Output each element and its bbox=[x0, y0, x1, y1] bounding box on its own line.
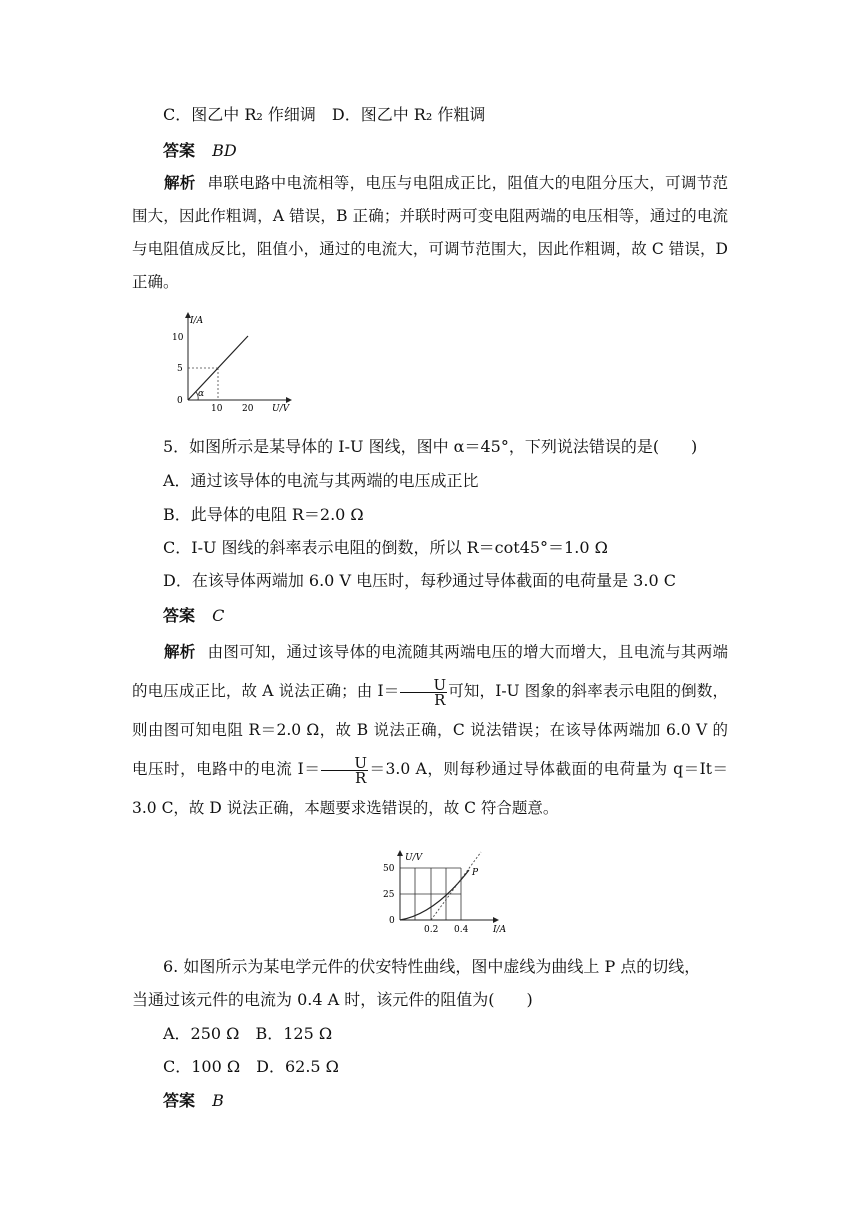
q6-options-cd: C．100 Ω D．62.5 Ω bbox=[163, 1057, 339, 1076]
x-axis-label: U/V bbox=[272, 404, 290, 414]
q5-stem: 5．如图所示是某导体的 I-U 图线，图中 α＝45°，下列说法错误的是( ) bbox=[163, 437, 698, 456]
ui-curve-figure bbox=[365, 848, 515, 938]
x-tick-0.2: 0.2 bbox=[424, 925, 439, 935]
analysis-text-3: ＝3.0 A，则每秒通过导体截面的电荷量为 q＝It＝3.0 C，故 D 说法正确，本题要求选错误的，故 C 符合题意。 bbox=[132, 760, 728, 817]
fraction-u-over-r-2 bbox=[321, 753, 368, 787]
analysis-label: 解析 bbox=[164, 173, 196, 192]
answer-label: 答案 bbox=[163, 1091, 196, 1110]
iu-graph-figure bbox=[170, 310, 300, 415]
q6-stem-2: 当通过该元件的电流为 0.4 A 时，该元件的阻值为( ) bbox=[132, 990, 533, 1009]
q6-answer bbox=[163, 1091, 224, 1111]
q6-options-ab: A．250 Ω B．125 Ω bbox=[163, 1024, 333, 1043]
characteristic-curve bbox=[400, 870, 469, 920]
q5-option-c: C．I-U 图线的斜率表示电阻的倒数，所以 R＝cot45°＝1.0 Ω bbox=[163, 538, 608, 557]
q5-option-d: D．在该导体两端加 6.0 V 电压时，每秒通过导体截面的电荷量是 3.0 C bbox=[163, 571, 676, 590]
answer-label: 答案 bbox=[163, 141, 196, 160]
y-tick-0: 0 bbox=[177, 396, 183, 406]
x-tick-10: 10 bbox=[211, 404, 223, 414]
point-label: P bbox=[472, 868, 479, 878]
angle-label: α bbox=[198, 389, 205, 399]
q4-options-cd: C．图乙中 R₂ 作细调 D．图乙中 R₂ 作粗调 bbox=[163, 105, 486, 124]
q5-analysis bbox=[132, 632, 728, 828]
y-tick-10: 10 bbox=[172, 333, 184, 343]
fraction-numerator: U bbox=[321, 756, 368, 771]
q6-stem-1: 6. 如图所示为某电学元件的伏安特性曲线，图中虚线为曲线上 P 点的切线， bbox=[163, 957, 701, 976]
analysis-text-2: 可知，I-U 图象的斜率表示电阻的倒数，则由图可知电阻 R＝2.0 Ω，故 B 说法正确，C 说法错误；在该导体两端加 6.0 V 的电压时，电路中的电流 I＝ bbox=[132, 682, 728, 778]
fraction-denominator: R bbox=[355, 768, 367, 787]
fraction-u-over-r bbox=[400, 675, 447, 709]
y-axis-label: I/A bbox=[190, 316, 204, 326]
y-tick-25: 25 bbox=[383, 890, 395, 900]
answer-value: BD bbox=[212, 141, 237, 160]
q5-option-b: B．此导体的电阻 R＝2.0 Ω bbox=[163, 505, 364, 524]
x-axis-arrow bbox=[286, 397, 292, 403]
answer-value: C bbox=[212, 606, 225, 625]
analysis-text: 串联电路中电流相等，电压与电阻成正比，阻值大的电阻分压大，可调节范围大，因此作粗调，A 错误，B 正确；并联时两可变电阻两端的电压相等，通过的电流与电阻值成反比，阻值小，通过的电流大，可调节范围大，因此作粗调，故 C 错误，D 正确。 bbox=[132, 174, 728, 291]
x-tick-20: 20 bbox=[242, 404, 254, 414]
x-axis-label: I/A bbox=[493, 925, 507, 935]
q5-option-a: A．通过该导体的电流与其两端的电压成正比 bbox=[163, 471, 479, 490]
analysis-label: 解析 bbox=[164, 642, 196, 661]
q4-analysis bbox=[132, 166, 728, 299]
x-tick-0.4: 0.4 bbox=[454, 925, 469, 935]
analysis-text-1: 由图可知，通过该导体的电流随其两端电压的增大而增大，且电流与其两端的电压成正比，故 A 说法正确；由 I＝ bbox=[132, 643, 728, 700]
y-axis-arrow bbox=[397, 850, 403, 856]
answer-value: B bbox=[212, 1091, 224, 1110]
q4-answer bbox=[163, 141, 237, 161]
q5-answer bbox=[163, 606, 224, 626]
y-tick-5: 5 bbox=[177, 364, 183, 374]
fraction-denominator: R bbox=[434, 690, 446, 709]
x-axis-arrow bbox=[493, 917, 499, 923]
fraction-numerator: U bbox=[400, 678, 447, 693]
answer-label: 答案 bbox=[163, 606, 196, 625]
y-axis-label: U/V bbox=[405, 853, 423, 863]
y-tick-0: 0 bbox=[389, 916, 395, 926]
y-tick-50: 50 bbox=[383, 864, 395, 874]
